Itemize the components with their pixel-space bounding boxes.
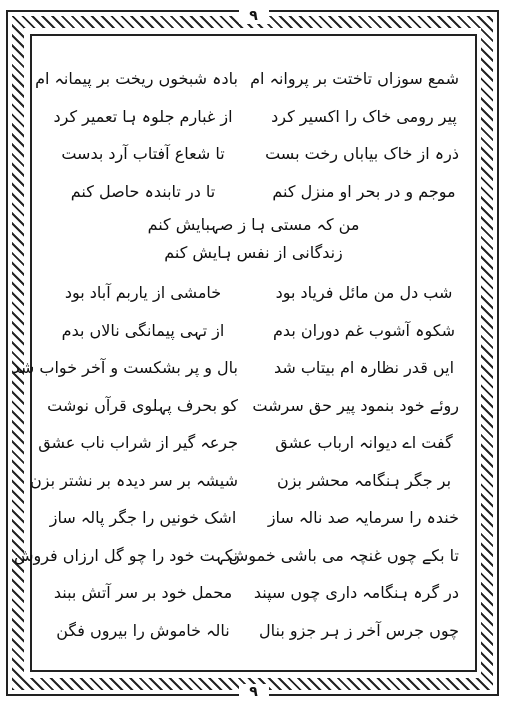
stanza-gap bbox=[48, 266, 459, 274]
hemistich-right: تا بکے چوں غنچہ می باشی خموش bbox=[228, 545, 459, 565]
couplet bbox=[48, 574, 459, 612]
hemistich-right: خندہ را سرمایہ صد نالہ ساز bbox=[267, 508, 459, 528]
couplet bbox=[48, 612, 459, 650]
hemistich-left: از تہی پیمانگی نالاں بدم bbox=[61, 320, 225, 340]
couplet bbox=[48, 274, 459, 312]
hemistich-left: اشک خونیں را جگر پالہ ساز bbox=[49, 508, 237, 528]
center-verse: زندگانی از نفس ہایش کنم bbox=[164, 242, 343, 262]
hemistich-right: در گرہ ہنگامہ داری چوں سپند bbox=[253, 583, 459, 603]
page-number-top: ۹ bbox=[239, 8, 269, 24]
hemistich-left: بادہ شبخوں ریخت بر پیمانہ ام bbox=[35, 69, 238, 89]
couplet bbox=[13, 537, 459, 575]
hemistich-left: خامشی از یاربم آباد بود bbox=[64, 283, 222, 303]
hemistich-right: شمع سوزاں تاختت بر پروانہ ام bbox=[250, 69, 459, 89]
couplet bbox=[48, 499, 459, 537]
hemistich-right: ایں قدر نظارہ ام بیتاب شد bbox=[273, 358, 455, 378]
hemistich-left: نالہ خاموش را بیروں فگن bbox=[56, 620, 230, 640]
hemistich-right: ذرہ از خاک بیاباں رخت بست bbox=[265, 144, 459, 164]
hemistich-right: روئے خود بنمود پیر حق سرشت bbox=[252, 395, 459, 415]
hemistich-left: شیشہ بر سر دیدہ بر نشتر بزن bbox=[30, 470, 238, 490]
hemistich-left: تا در تابندہ حاصل کنم bbox=[70, 181, 216, 201]
hemistich-right: بر جگر ہنگامہ محشر بزن bbox=[276, 470, 452, 490]
hemistich-right: چوں جرس آخر ز ہر جزو بنال bbox=[259, 620, 459, 640]
couplet bbox=[30, 462, 459, 500]
couplet bbox=[12, 349, 459, 387]
hemistich-left: تا شعاع آفتاب آرد بدست bbox=[61, 144, 225, 164]
couplet bbox=[48, 312, 459, 350]
hemistich-left: بال و پر بشکست و آخر خواب شد bbox=[12, 358, 238, 378]
hemistich-right: شکوہ آشوب غم دوران بدم bbox=[273, 320, 455, 340]
hemistich-left: از غبارم جلوہ ہا تعمیر کرد bbox=[53, 106, 233, 126]
couplet bbox=[48, 98, 459, 136]
hemistich-right: شب دل من مائل فریاد بود bbox=[275, 283, 453, 303]
hemistich-left: محمل خود بر سر آتش ببند bbox=[53, 583, 233, 603]
hemistich-left: کو بحرف پہلوی قرآں نوشت bbox=[47, 395, 238, 415]
hemistich-left: جرعہ گیر از شراب ناب عشق bbox=[38, 433, 238, 453]
couplet bbox=[38, 424, 459, 462]
hemistich-left: نکہت خود را چو گل ارزاں فروش bbox=[13, 545, 238, 565]
hemistich-right: موجم و در بحر او منزل کنم bbox=[272, 181, 456, 201]
center-verse: من کہ مستی ہا ز صہبایش کنم bbox=[147, 214, 360, 234]
poem-body bbox=[12, 60, 459, 649]
couplet bbox=[48, 387, 459, 425]
couplet bbox=[48, 135, 459, 173]
couplet bbox=[48, 173, 459, 211]
hemistich-right: پیر رومی خاک را اکسیر کرد bbox=[271, 106, 457, 126]
page-number-bottom: ۹ bbox=[239, 684, 269, 700]
couplet bbox=[35, 60, 459, 98]
hemistich-right: گفت اے دیوانہ ارباب عشق bbox=[275, 433, 453, 453]
